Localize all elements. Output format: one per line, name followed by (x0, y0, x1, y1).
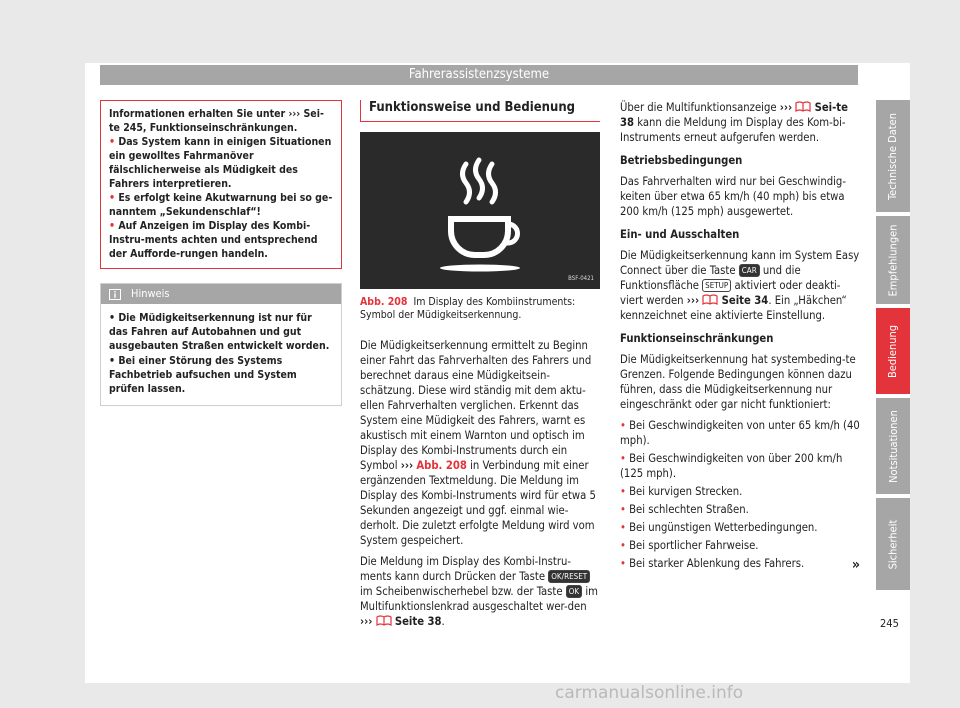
hinweis-box (100, 283, 342, 406)
warning-item: • Das System kann in einigen Situationen ein gewolltes Fahrmanöver fälschlicherweise als Müdigkeit des Fahrers interpretieren. (109, 136, 332, 190)
tab-technische-daten[interactable]: Technische Daten (876, 100, 910, 212)
page-reference-link[interactable]: Seite 38 (394, 615, 442, 628)
paragraph: Die Müdigkeitserkennung hat systembeding-te Grenzen. Folgende Bedingungen können dazu führen, dass die Müdigkeitserkennung nur eingeschränkt oder gar nicht funktioniert: (620, 353, 856, 411)
coffee-cup-icon (360, 132, 600, 289)
column-middle (360, 100, 600, 635)
chapter-header: Fahrerassistenzsysteme (100, 65, 858, 85)
figure-caption: Abb. 208 Im Display des Kombiinstruments: Symbol der Müdigkeitserkennung. (360, 296, 576, 321)
hinweis-title: Hinweis (131, 287, 170, 300)
list-item: • Bei Geschwindigkeiten von über 200 km/h (125 mph). (620, 452, 843, 480)
warning-intro: Informationen erhalten Sie unter ››› Sei-te 245, Funktionseinschränkungen. (109, 108, 324, 134)
setup-key: SETUP (702, 279, 731, 292)
list-item: • Bei starker Ablenkung des Fahrers. » (620, 557, 860, 573)
section-title: Funktionsweise und Bedienung (360, 100, 600, 122)
list-item: • Bei sportlicher Fahrweise. (620, 539, 759, 552)
list-item: • Bei Geschwindigkeiten von unter 65 km/h (40 mph). (620, 419, 860, 447)
car-key: CAR (739, 264, 760, 277)
paragraph: Die Müdigkeitserkennung ermittelt zu Beginn einer Fahrt das Fahrverhalten des Fahrers und berechnet daraus eine Müdigkeitsein-schätzung. Diese wird ständig mit dem aktu-ellen Fahrverhalten verglichen. Erkennt das System eine Müdigkeit des Fahrers, warnt es akustisch mit einem Warnton und optisch im Display des Kombi-Instruments durch ein Symbol ››› Abb. 208 in Verbindung mit einer ergänzenden Textmeldung. Die Meldung im Display des Kombi-Instruments wird für etwa 5 Sekunden angezeigt und ggf. einmal wie-derholt. Die zuletzt erfolgte Meldung wird vom System gespeichert. (360, 339, 596, 547)
hinweis-header (101, 284, 341, 304)
paragraph: Über die Multifunktionsanzeige ››› Sei-te 38 kann die Meldung im Display des Kom-bi-Instruments erneut aufgerufen werden. (620, 101, 848, 144)
subheading: Ein- und Ausschalten (620, 228, 740, 241)
hinweis-item: • Bei einer Störung des Systems Fachbetrieb aufsuchen und System prüfen lassen. (109, 355, 297, 395)
figure-reference-link[interactable]: Abb. 208 (416, 459, 467, 472)
subheading: Betriebsbedingungen (620, 154, 743, 167)
column-left (100, 100, 342, 406)
figure-display (360, 132, 600, 289)
warning-item: • Auf Anzeigen im Display des Kombi-Instru-ments achten und entsprechend der Aufforde-rungen handeln. (109, 220, 318, 260)
tab-sicherheit[interactable]: Sicherheit (876, 498, 910, 590)
tab-bedienung[interactable]: Bedienung (876, 308, 910, 394)
list-item: • Bei kurvigen Strecken. (620, 485, 743, 498)
page-reference-link[interactable]: Sei-te 38 (620, 101, 848, 129)
figure-code: BSF-0421 (568, 275, 594, 282)
figure-label: Abb. 208 (360, 296, 408, 308)
limitations-list (620, 418, 860, 571)
list-item: • Bei ungünstigen Wetterbedingungen. (620, 521, 818, 534)
paragraph: Die Müdigkeitserkennung kann im System Easy Connect über die Taste CAR und die Funktionsfläche SETUP aktiviert oder deakti-viert werden ››› Seite 34. Ein „Häkchen“ kennzeichnet eine aktivierte Einstellung. (620, 249, 860, 322)
warning-item: • Es erfolgt keine Akutwarnung bei so ge-nanntem „Sekundenschlaf“! (109, 192, 333, 218)
column-right (620, 100, 860, 574)
hinweis-body (101, 304, 341, 405)
book-icon (376, 615, 392, 626)
continue-arrow: » (851, 557, 860, 573)
tab-notsituationen[interactable]: Notsituationen (876, 398, 910, 494)
tab-empfehlungen[interactable]: Empfehlungen (876, 216, 910, 304)
subheading: Funktionseinschränkungen (620, 332, 774, 345)
hinweis-item: • Die Müdigkeitserkennung ist nur für das Fahren auf Autobahnen und gut ausgebauten Straßen entwickelt worden. (109, 312, 330, 352)
list-item: • Bei schlechten Straßen. (620, 503, 749, 516)
warning-box (100, 100, 342, 269)
book-icon (795, 101, 811, 112)
ok-reset-key: OK/RESET (548, 570, 590, 583)
paragraph: Das Fahrverhalten wird nur bei Geschwindig-keiten über etwa 65 km/h (40 mph) bis etwa 200 km/h (125 mph) ausgewertet. (620, 175, 846, 218)
watermark: carmanualsonline.info (555, 683, 744, 703)
paragraph: Die Meldung im Display des Kombi-Instru-ments kann durch Drücken der Taste OK/RESET im Scheibenwischerhebel bzw. der Taste OK im Multifunktionslenkrad ausgeschaltet wer-den ››› Seite 38. (360, 555, 598, 628)
info-icon (109, 289, 121, 300)
ok-key: OK (566, 585, 582, 598)
side-tabs (876, 100, 910, 594)
warning-intro-link[interactable]: Sei-te 245, Funktionseinschränkungen (109, 108, 324, 134)
page-reference-link[interactable]: Seite 34 (721, 294, 769, 307)
page-number: 245 (880, 617, 899, 630)
book-icon (702, 294, 718, 305)
